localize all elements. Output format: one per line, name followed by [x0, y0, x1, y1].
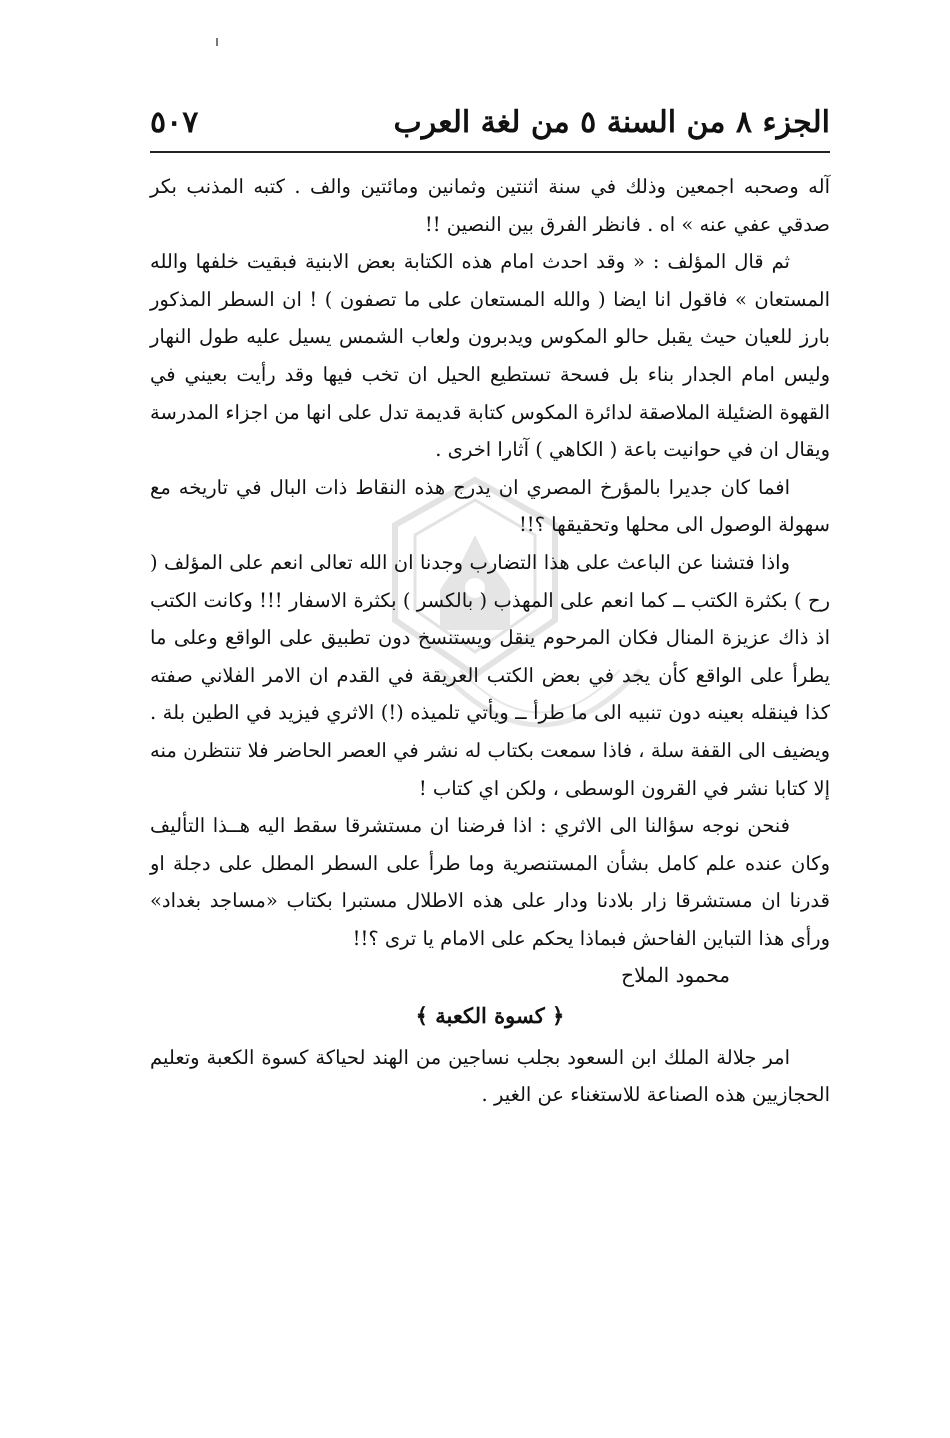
paragraph: افما كان جديرا بالمؤرخ المصري ان يدرج هذه النقاط ذات البال في تاريخه مع سهولة الوصول الى محلها وتحقيقها ؟!!: [150, 475, 830, 537]
page-header: [150, 96, 830, 140]
scan-mark: [216, 38, 218, 46]
page-number: ٥٠٧: [150, 105, 199, 140]
paragraph: واذا فتشنا عن الباعث على هذا التضارب وجدنا ان الله تعالى انعم على المؤلف ( رح ) بكثرة الكتب ــ كما انعم على المهذب ( بالكسر ) بكثرة الاسفار !!! وكانت الكتب اذ ذاك عزيزة المنال فكان المرحوم ينقل ويستنسخ دون تطبيق على الواقع وعلى ما يطرأ على الواقع كأن يجد في بعض الكتب العريقة في القدم ان الامر الفلاني صفته كذا فينقله بعينه دون تنبيه الى ما طرأ ــ ويأتي تلميذه (!) الاثري فيزيد في الطين بلة . ويضيف الى القفة سلة ، فاذا سمعت بكتاب له نشر في العصر الحاضر فلا تنتظرن منه إلا كتابا نشر في القرون الوسطى ، ولكن اي كتاب !: [150, 550, 830, 800]
article-body: [150, 168, 830, 1114]
section-paragraph: امر جلالة الملك ابن السعود بجلب نساجين من الهند لحياكة كسوة الكعبة وتعليم الحجازيين هذه الصناعة للاستغناء عن الغير .: [150, 1045, 830, 1107]
header-rule: [150, 151, 830, 153]
paragraph: ثم قال المؤلف : « وقد احدث امام هذه الكتابة بعض الابنية فبقيت خلفها والله المستعان » فاقول انا ايضا ( والله المستعان على ما تصفون ) ! ان السطر المذكور بارز للعيان حيث يقبل حالو المكوس ويدبرون ولعاب الشمس يسيل عليه طول النهار وليس امام الجدار بناء بل فسحة تستطيع الحيل ان تخب فيها وقد رأيت بعيني في القهوة الضئيلة الملاصقة لدائرة المكوس كتابة قديمة تدل على انها من اجزاء المدرسة ويقال ان في حوانيت باعة ( الكاهي ) آثارا اخرى .: [150, 250, 830, 462]
running-title: الجزء ٨ من السنة ٥ من لغة العرب: [393, 105, 830, 140]
paragraph: فنحن نوجه سؤالنا الى الاثري : اذا فرضنا ان مستشرقا سقط اليه هــذا التأليف وكان عنده علم كامل بشأن المستنصرية وما طرأ على السطر المطل على دجلة او قدرنا ان مستشرقا زار بلادنا ودار على هذه الاطلال مستبرا بكتاب «مساجد بغداد» ورأى هذا التباين الفاحش فبماذا يحكم على الامام يا ترى ؟!!: [150, 814, 830, 950]
paragraph: آله وصحبه اجمعين وذلك في سنة اثنتين وثمانين ومائتين والف . كتبه المذنب بكر صدقي عفي عنه » اه . فانظر الفرق بين النصين !!: [150, 175, 830, 236]
section-title: ﴿ كسوة الكعبة ﴾: [415, 1003, 565, 1029]
author-signature: محمود الملاح: [621, 963, 730, 988]
